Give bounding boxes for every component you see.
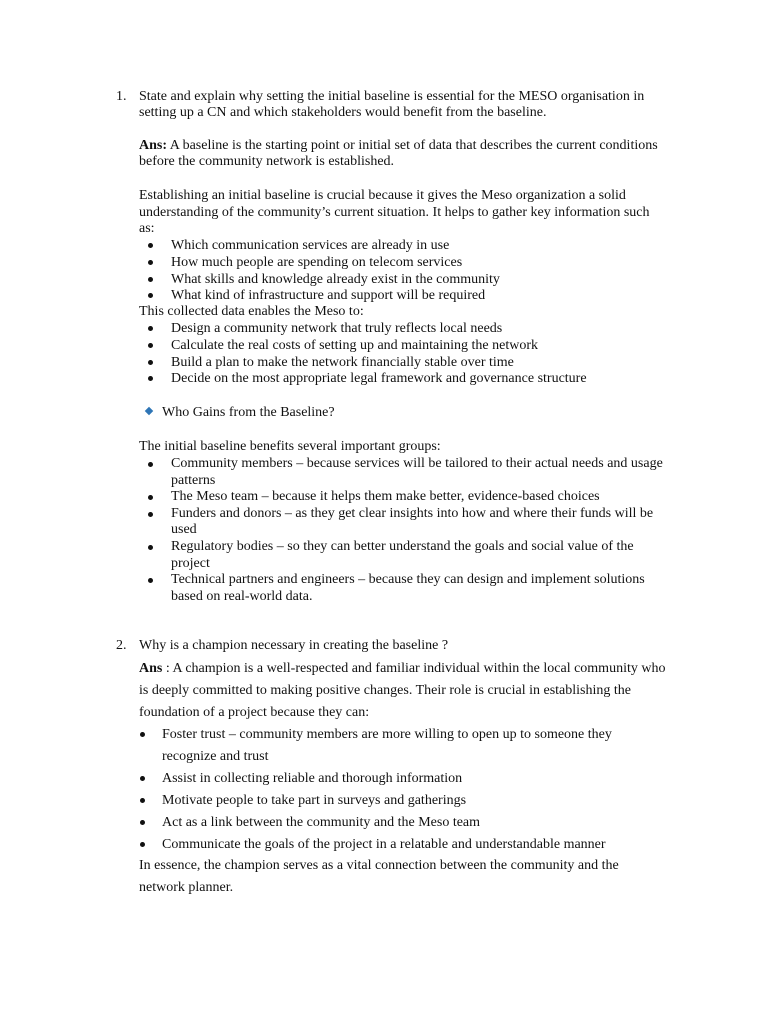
q1-para-line-3: as: — [139, 221, 155, 236]
bullet-icon — [140, 732, 145, 737]
q1-question-line-2: setting up a CN and which stakeholders would benefit from the baseline. — [139, 105, 547, 120]
list-item-cont: patterns — [171, 473, 216, 488]
list-item: Build a plan to make the network financially stable over time — [171, 355, 514, 370]
q2-summary-line-2: network planner. — [139, 880, 234, 895]
bullet-icon — [148, 260, 153, 265]
q1-ans-label: Ans: — [139, 138, 168, 153]
q2-number: 2. — [116, 638, 127, 653]
list-item: Motivate people to take part in surveys and gatherings — [162, 793, 467, 808]
q1-ans-text-1: A baseline is the starting point or initial set of data that describes the current conditions — [167, 138, 658, 153]
bullet-icon — [148, 512, 153, 517]
list-item: Act as a link between the community and the Meso team — [162, 815, 481, 830]
q1-enables-intro: This collected data enables the Meso to: — [139, 304, 364, 319]
q1-answer-line-1 — [139, 137, 658, 154]
bullet-icon — [140, 776, 145, 781]
list-item: Design a community network that truly reflects local needs — [171, 321, 503, 336]
list-item: Decide on the most appropriate legal framework and governance structure — [171, 371, 587, 386]
list-item: Regulatory bodies – so they can better understand the goals and social value of the — [171, 539, 634, 554]
q1-number: 1. — [116, 89, 127, 104]
list-item: Calculate the real costs of setting up and maintaining the network — [171, 338, 539, 353]
list-item: What skills and knowledge already exist in the community — [171, 272, 500, 287]
list-item: Funders and donors – as they get clear insights into how and where their funds will be — [171, 506, 654, 521]
q2-question: Why is a champion necessary in creating the baseline ? — [139, 638, 449, 653]
q2-answer-line-2: is deeply committed to making positive changes. Their role is crucial in establishing the — [139, 683, 631, 698]
bullet-icon — [148, 243, 153, 248]
q1-para-line-2: understanding of the community’s current situation. It helps to gather key information such — [139, 205, 650, 220]
bullet-icon — [148, 293, 153, 298]
who-gains-heading: Who Gains from the Baseline? — [162, 405, 335, 420]
bullet-icon — [140, 798, 145, 803]
diamond-bullet-icon — [145, 407, 153, 415]
q2-ans-label: Ans — [139, 661, 163, 676]
list-item: What kind of infrastructure and support will be required — [171, 288, 486, 303]
q2-ans-text-1: : A champion is a well-respected and familiar individual within the local community who — [162, 661, 666, 676]
list-item-cont: based on real-world data. — [171, 589, 313, 604]
list-item: Foster trust – community members are more willing to open up to someone they — [162, 727, 612, 742]
list-item-cont: recognize and trust — [162, 749, 269, 764]
list-item: Assist in collecting reliable and thorough information — [162, 771, 463, 786]
list-item: Communicate the goals of the project in a relatable and understandable manner — [162, 837, 606, 852]
bullet-icon — [148, 545, 153, 550]
q1-answer-line-2: before the community network is established. — [139, 154, 395, 169]
bullet-icon — [148, 495, 153, 500]
bullet-icon — [140, 820, 145, 825]
bullet-icon — [148, 578, 153, 583]
bullet-icon — [148, 343, 153, 348]
bullet-icon — [148, 376, 153, 381]
list-item-cont: used — [171, 522, 197, 537]
list-item-cont: project — [171, 556, 210, 571]
q2-answer-line-1 — [139, 660, 665, 677]
bullet-icon — [148, 462, 153, 467]
bullet-icon — [148, 360, 153, 365]
q1-question-line-1: State and explain why setting the initial baseline is essential for the MESO organisation in — [139, 89, 645, 104]
list-item: The Meso team – because it helps them make better, evidence-based choices — [171, 489, 600, 504]
q2-answer-line-3: foundation of a project because they can: — [139, 705, 370, 720]
list-item: Technical partners and engineers – because they can design and implement solutions — [171, 572, 645, 587]
q2-summary-line-1: In essence, the champion serves as a vital connection between the community and the — [139, 858, 619, 873]
list-item: How much people are spending on telecom services — [171, 255, 463, 270]
bullet-icon — [140, 842, 145, 847]
q1-para-line-1: Establishing an initial baseline is crucial because it gives the Meso organization a solid — [139, 188, 626, 203]
bullet-icon — [148, 277, 153, 282]
q1-benefits-intro: The initial baseline benefits several important groups: — [139, 439, 441, 454]
bullet-icon — [148, 326, 153, 331]
list-item: Which communication services are already in use — [171, 238, 450, 253]
list-item: Community members – because services will be tailored to their actual needs and usage — [171, 456, 663, 471]
